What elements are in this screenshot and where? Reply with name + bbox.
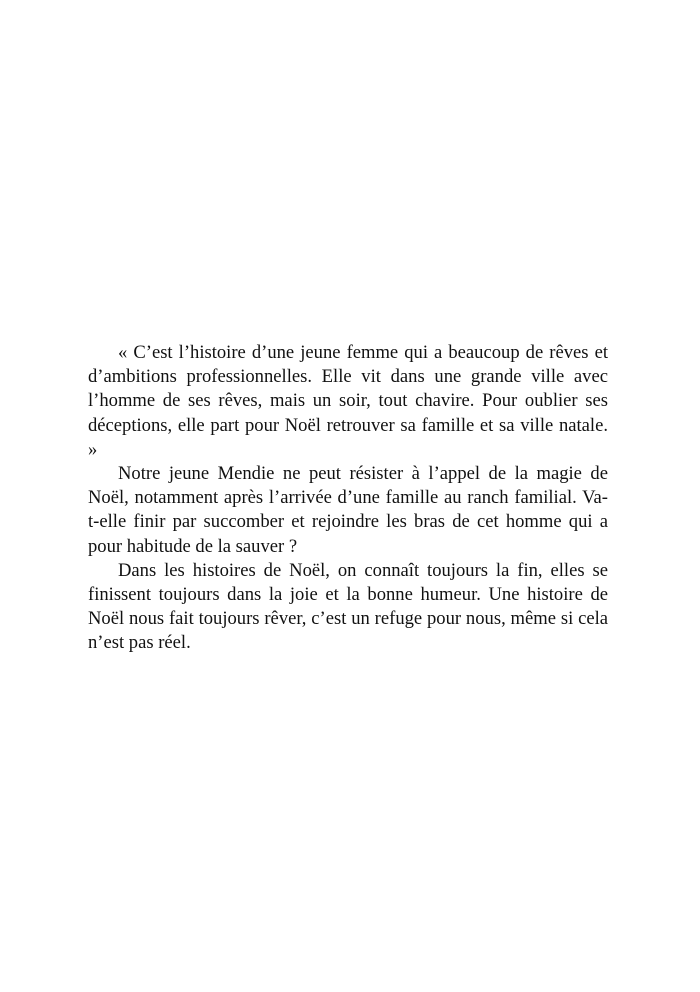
paragraph-intro: « C’est l’histoire d’une jeune femme qui a beaucoup de rêves et d’ambitions professionnelles. Elle vit dans une grande ville avec l’homme de ses rêves, mais un soir, tout chavire. Pour oublier ses déceptions, elle part pour Noël retrouver sa famille et sa ville natale. » <box>88 342 608 460</box>
paragraph-mendie: Notre jeune Mendie ne peut résister à l’appel de la magie de Noël, notamment après l’arrivée d’une famille au ranch familial. Va-t-elle finir par succomber et rejoindre les bras de cet homme qui a pour habitude de la sauver ? <box>88 463 608 557</box>
book-summary-text <box>88 341 608 656</box>
paragraph-christmas-stories: Dans les histoires de Noël, on connaît toujours la fin, elles se finissent toujours dans la joie et la bonne humeur. Une histoire de Noël nous fait toujours rêver, c’est un refuge pour nous, même si cela n’est pas réel. <box>88 559 608 654</box>
